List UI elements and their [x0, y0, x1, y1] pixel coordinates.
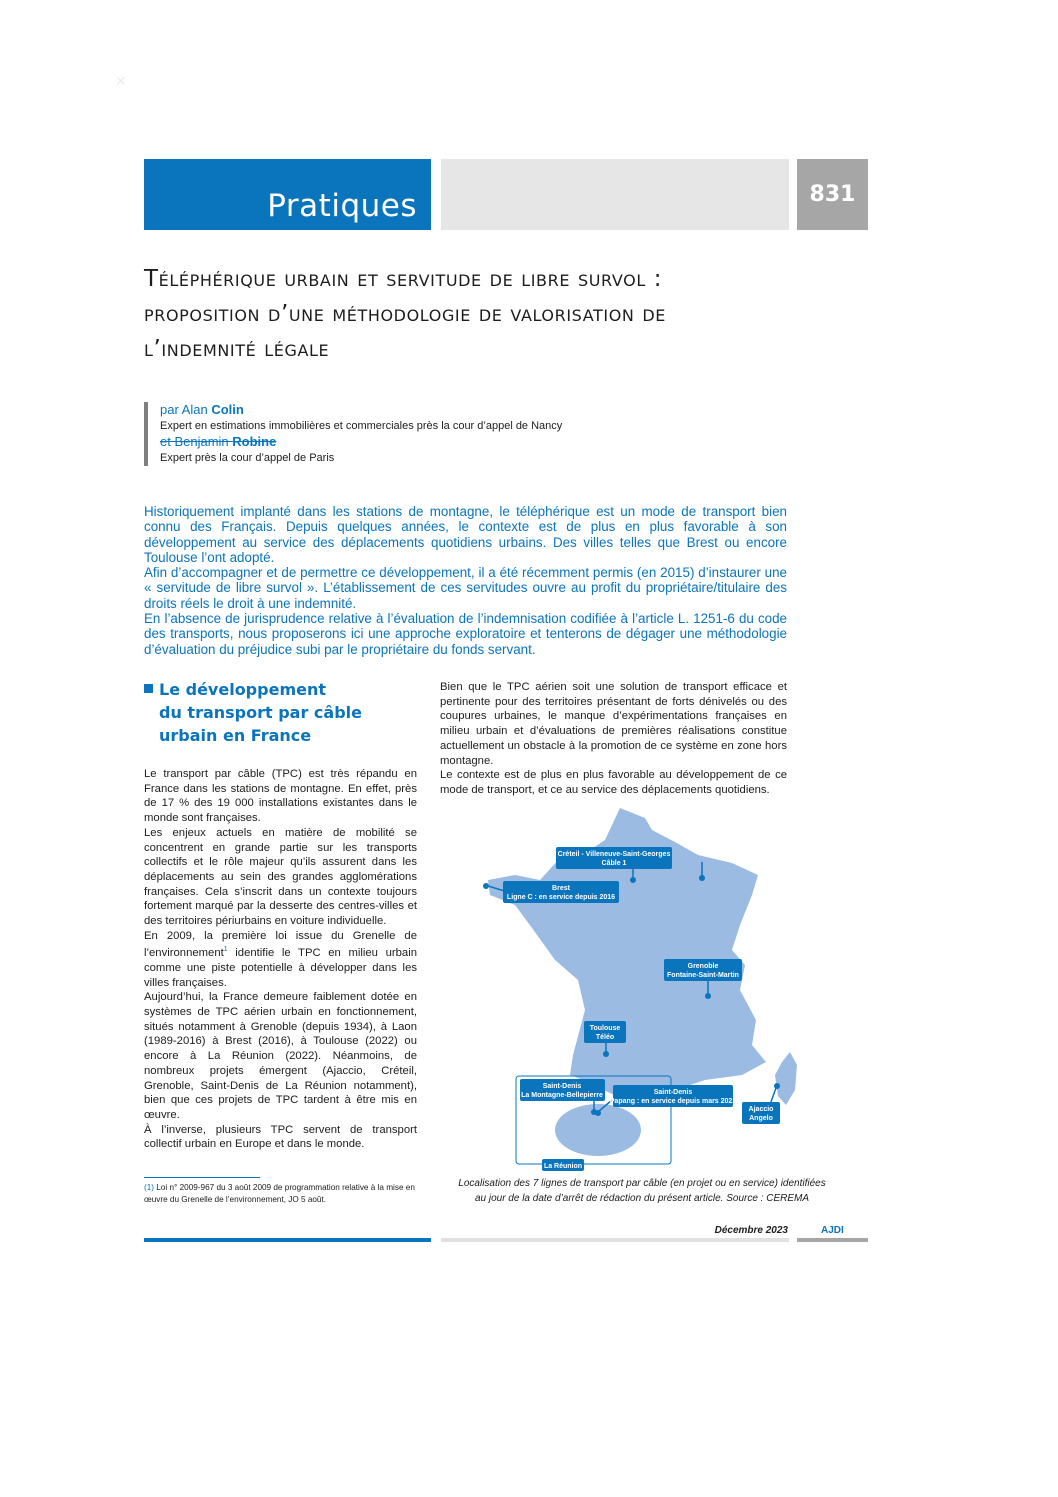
paragraph: Le transport par câble (TPC) est très répandu en France dans les stations de montagne. En effet, près de 17 % des 19 000 installations existantes dans le monde sont françaises.	[144, 768, 417, 825]
map-label: Téléo	[595, 1034, 615, 1041]
map-label: La Montagne-Bellepierre	[521, 1092, 603, 1099]
section-heading: Le développement du transport par câble urbain en France	[144, 678, 434, 747]
map-label: Grenoble	[687, 963, 719, 970]
square-bullet-icon	[144, 684, 153, 693]
article-lead	[144, 504, 787, 657]
lead-paragraph: Historiquement implanté dans les stations de montagne, le téléphérique est un mode de transport bien connu des Français. Depuis quelques années, le contexte est de plus en plus favorable à son développement au service des déplacements quotidiens urbains. Des villes telles que Brest ou encore Toulouse l’ont adopté.	[144, 504, 787, 565]
issue-date: Décembre 2023	[714, 1225, 788, 1236]
page-number: 831	[797, 159, 868, 230]
map-label: Ligne C : en service depuis 2016	[506, 894, 616, 901]
right-column	[440, 680, 787, 798]
author-2-role: Expert près la cour d’appel de Paris	[160, 452, 335, 464]
map-label: La Réunion	[543, 1163, 583, 1170]
paragraph: Aujourd’hui, la France demeure faiblement dotée en systèmes de TPC aérien urbain en fonctionnement, situés notamment à Grenoble (depuis 1934), à Laon (1989-2016) à Brest (2016), à Toulouse (2022) ou encore à La Réunion (2022). Néanmoins, de nombreux projets émergent (Ajaccio, Créteil, Grenoble, Saint-Denis de La Réunion notamment), bien que ces projets de TPC tardent à être mis en œuvre.	[144, 991, 417, 1121]
footnote: (1) Loi n° 2009-967 du 3 août 2009 de programmation relative à la mise en œuvre du Grenelle de l’environnement, JO 5 août.	[144, 1183, 415, 1204]
paragraph: Bien que le TPC aérien soit une solution de transport efficace et pertinente pour des territoires présentant de forts dénivelés ou des coupures urbaines, le manque d’expérimentations françaises en milieu urbain et d’évaluations de premières réalisations constitue actuellement un obstacle à la promotion de ce système en zone hors montagne.	[440, 681, 787, 767]
close-icon: ✕	[115, 73, 127, 89]
author-2: et Benjamin Robine	[160, 434, 277, 449]
section-header	[144, 159, 431, 230]
article-title: Téléphérique urbain et servitude de libre survol : proposition d’une méthodologie de valorisation de l’indemnité légale	[144, 266, 667, 362]
paragraph: En 2009, la première loi issue du Grenelle de l’environnement$^1$ identifie le TPC en milieu urbain comme une piste potentielle à développer dans les villes françaises.	[144, 929, 417, 989]
paragraph: À l’inverse, plusieurs TPC servent de transport collectif urbain en Europe et dans le monde.	[144, 1123, 417, 1151]
header-band	[441, 159, 789, 230]
journal-name: AJDI	[821, 1225, 844, 1236]
corsica-shape	[775, 1052, 797, 1105]
figure-caption: Localisation des 7 lignes de transport par câble (en projet ou en service) identifiées au jour de la date d’arrêt de rédaction du présent article. Source : CEREMA	[458, 1178, 826, 1204]
map-label: Angelo	[749, 1115, 773, 1122]
map-label: Papang : en service depuis mars 2022	[609, 1098, 737, 1105]
left-column	[144, 767, 417, 1152]
footnote-ref[interactable]: 1	[223, 946, 228, 954]
map-label: Saint-Denis	[653, 1089, 693, 1096]
paragraph: Le contexte est de plus en plus favorable au développement de ce mode de transport, et ce au service des déplacements quotidiens.	[440, 769, 787, 796]
map-label: Fontaine-Saint-Martin	[667, 972, 739, 979]
map-label: Créteil - Villeneuve-Saint-Georges	[557, 851, 671, 858]
lead-paragraph: En l’absence de jurisprudence relative à l’évaluation de l’indemnisation codifiée à l’article L. 1251-6 du code des transports, nous proposerons ici une approche exploratoire et tenterons de dégager une méthodologie d’évaluation du préjudice subi par le propriétaire du fonds servant.	[144, 611, 787, 657]
paragraph: Les enjeux actuels en matière de mobilité se concentrent en grande partie sur les transports collectifs et le rôle majeur qu’ils assurent dans les déplacements au sein des grandes agglomérations françaises. Cela s’inscrit dans un contexte toujours fortement marqué par la desserte des centres-villes et des territoires périurbains en voiture individuelle.	[144, 826, 417, 928]
footer-bar	[441, 1238, 789, 1242]
footer-bar	[144, 1238, 431, 1242]
author-block	[144, 402, 680, 466]
footer-bar	[797, 1238, 868, 1242]
france-cable-map	[470, 800, 810, 1175]
map-label: Ajaccio	[748, 1106, 774, 1113]
section-title-label: Pratiques	[267, 188, 417, 224]
map-label: Câble 1	[601, 860, 627, 867]
map-label: Toulouse	[589, 1025, 621, 1032]
author-1: par Alan Colin	[160, 402, 244, 417]
lead-paragraph: Afin d’accompagner et de permettre ce développement, il a été récemment permis (en 2015) d’instaurer une « servitude de libre survol ». L’établissement de ces servitudes ouvre au profit du propriétaire/titulaire des droits réels le droit à une indemnité.	[144, 565, 787, 611]
footnote-divider	[144, 1177, 260, 1178]
map-label: Brest	[552, 885, 570, 892]
author-1-role: Expert en estimations immobilières et commerciales près la cour d’appel de Nancy	[160, 420, 563, 432]
map-label: Saint-Denis	[542, 1083, 582, 1090]
